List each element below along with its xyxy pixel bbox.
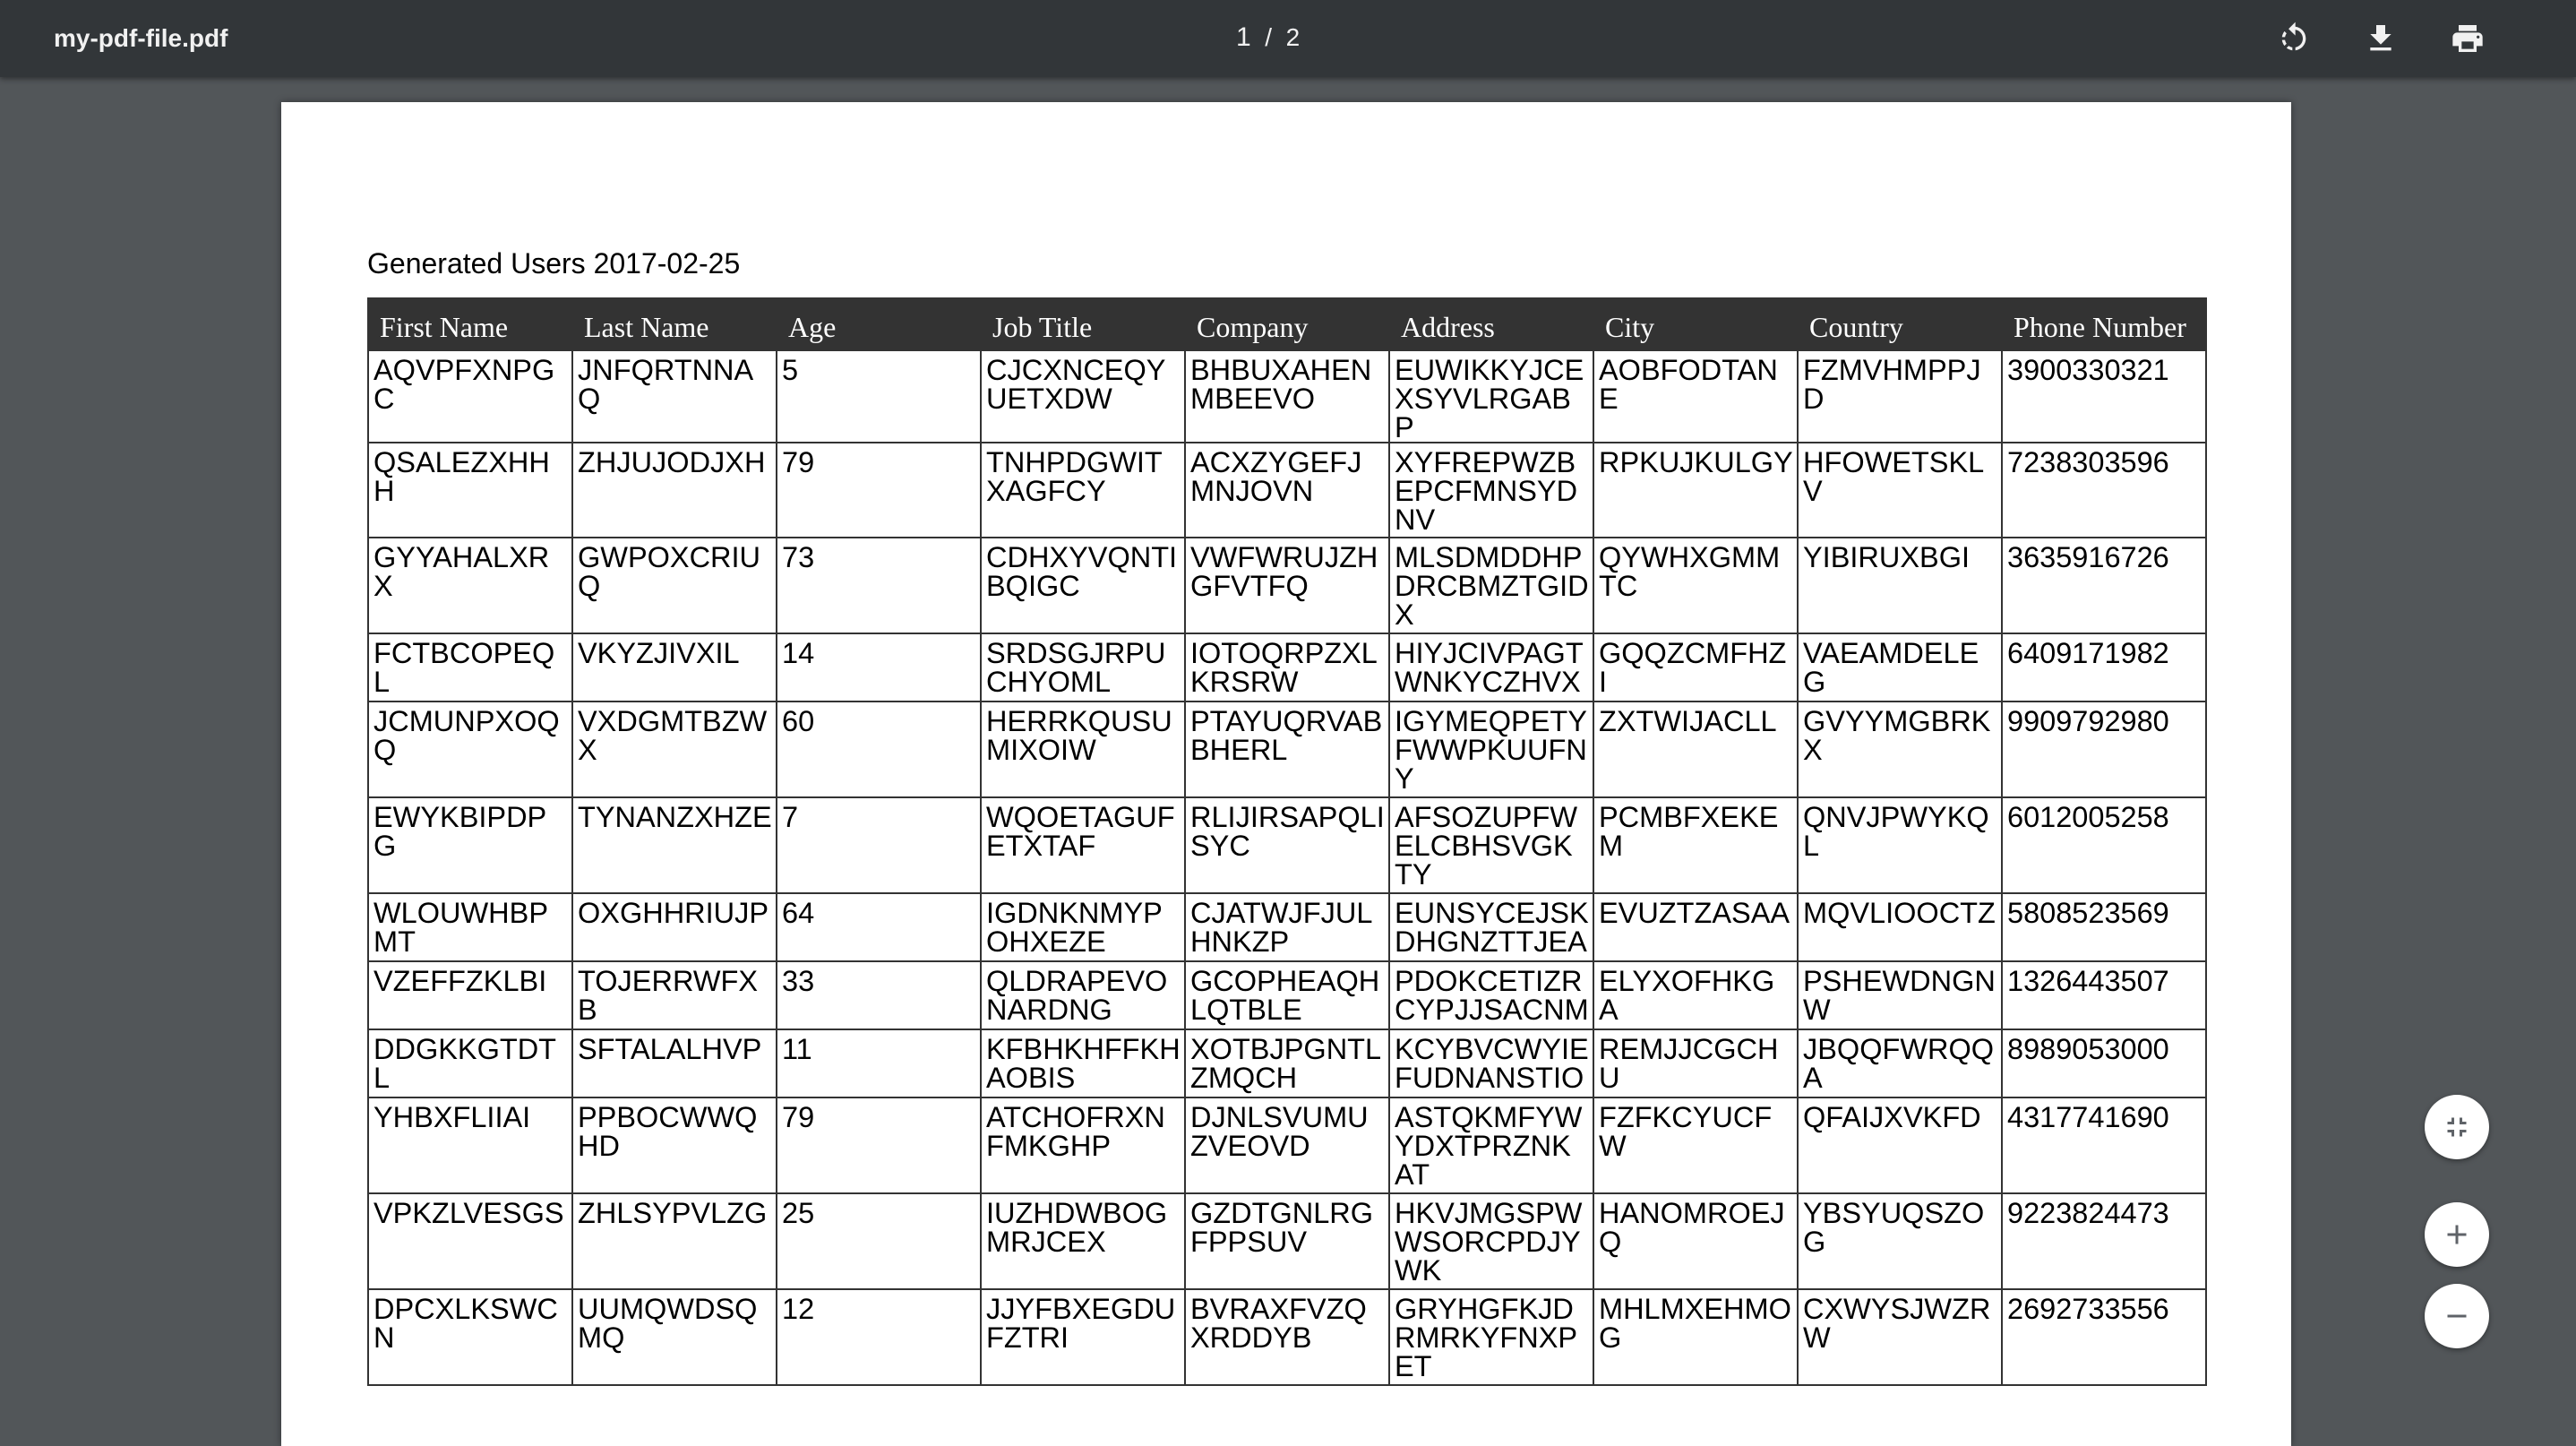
table-cell: ELYXOFHKGA (1593, 961, 1798, 1029)
table-cell: JJYFBXEGDUFZTRI (981, 1289, 1185, 1385)
column-header: City (1593, 298, 1798, 350)
table-cell: 14 (777, 633, 981, 701)
page-separator: / (1265, 23, 1273, 51)
table-cell: GRYHGFKJDRMRKYFNXPET (1389, 1289, 1593, 1385)
table-cell: GYYAHALXRX (368, 538, 572, 633)
table-cell: AQVPFXNPGC (368, 350, 572, 443)
table-cell: FZMVHMPPJD (1798, 350, 2002, 443)
column-header: Country (1798, 298, 2002, 350)
table-cell: EUNSYCEJSKDHGNZTTJEA (1389, 893, 1593, 961)
table-cell: 64 (777, 893, 981, 961)
table-cell: CDHXYVQNTIBQIGC (981, 538, 1185, 633)
table-cell: QLDRAPEVONARDNG (981, 961, 1185, 1029)
table-cell: SRDSGJRPUCHYOML (981, 633, 1185, 701)
table-cell: 60 (777, 701, 981, 797)
table-cell: ZXTWIJACLL (1593, 701, 1798, 797)
table-row (368, 1193, 2206, 1289)
rotate-icon (2276, 21, 2312, 56)
table-cell: ZHLSYPVLZG (572, 1193, 777, 1289)
table-cell: QSALEZXHHH (368, 443, 572, 538)
table-row (368, 538, 2206, 633)
table-cell: 79 (777, 443, 981, 538)
table-cell: WQOETAGUFETXTAF (981, 797, 1185, 893)
table-cell: AFSOZUPFWELCBHSVGKTY (1389, 797, 1593, 893)
table-cell: GWPOXCRIUQ (572, 538, 777, 633)
table-row (368, 633, 2206, 701)
column-header: Phone Number (2002, 298, 2206, 350)
column-header: Job Title (981, 298, 1185, 350)
table-cell: HERRKQUSUMIXOIW (981, 701, 1185, 797)
table-cell: EUWIKKYJCEXSYVLRGABP (1389, 350, 1593, 443)
table-cell: MLSDMDDHPDRCBMZTGIDX (1389, 538, 1593, 633)
zoom-out-icon (2441, 1300, 2473, 1332)
table-cell: TNHPDGWITXAGFCY (981, 443, 1185, 538)
table-cell: 12 (777, 1289, 981, 1385)
table-cell: 4317741690 (2002, 1097, 2206, 1193)
table-cell: 9909792980 (2002, 701, 2206, 797)
print-button[interactable] (2446, 17, 2489, 60)
table-cell: AOBFODTANE (1593, 350, 1798, 443)
table-cell: EVUZTZASAA (1593, 893, 1798, 961)
table-cell: YHBXFLIIAI (368, 1097, 572, 1193)
table-cell: 7238303596 (2002, 443, 2206, 538)
table-cell: PDOKCETIZRCYPJJSACNM (1389, 961, 1593, 1029)
table-cell: CJCXNCEQYUETXDW (981, 350, 1185, 443)
table-cell: QNVJPWYKQL (1798, 797, 2002, 893)
table-cell: EWYKBIPDPG (368, 797, 572, 893)
table-cell: 33 (777, 961, 981, 1029)
table-cell: 79 (777, 1097, 981, 1193)
table-cell: 2692733556 (2002, 1289, 2206, 1385)
fit-to-page-icon (2441, 1111, 2473, 1143)
table-cell: MHLMXEHMOG (1593, 1289, 1798, 1385)
current-page-input[interactable]: 1 (1236, 22, 1251, 52)
table-cell: GQQZCMFHZI (1593, 633, 1798, 701)
total-pages: 2 (1285, 23, 1301, 51)
table-row (368, 797, 2206, 893)
table-cell: RLIJIRSAPQLISYC (1185, 797, 1389, 893)
table-cell: CJATWJFJULHNKZP (1185, 893, 1389, 961)
table-cell: RPKUJKULGY (1593, 443, 1798, 538)
table-row (368, 1289, 2206, 1385)
print-icon (2450, 21, 2486, 56)
table-cell: MQVLIOOCTZ (1798, 893, 2002, 961)
table-cell: VWFWRUJZHGFVTFQ (1185, 538, 1389, 633)
table-cell: SFTALALHVP (572, 1029, 777, 1097)
table-cell: IGYMEQPETYFWWPKUUFNY (1389, 701, 1593, 797)
table-cell: IOTOQRPZXLKRSRW (1185, 633, 1389, 701)
table-cell: PTAYUQRVABBHERL (1185, 701, 1389, 797)
table-cell: BHBUXAHENMBEEVO (1185, 350, 1389, 443)
table-cell: ACXZYGEFJMNJOVN (1185, 443, 1389, 538)
download-button[interactable] (2359, 17, 2402, 60)
table-cell: 11 (777, 1029, 981, 1097)
table-cell: HANOMROEJQ (1593, 1193, 1798, 1289)
table-cell: ZHJUJODJXH (572, 443, 777, 538)
table-cell: 3635916726 (2002, 538, 2206, 633)
pdf-page (281, 102, 2291, 1446)
table-cell: IUZHDWBOGMRJCEX (981, 1193, 1185, 1289)
table-cell: ATCHOFRXNFMKGHP (981, 1097, 1185, 1193)
table-cell: 6012005258 (2002, 797, 2206, 893)
table-cell: JBQQFWRQQA (1798, 1029, 2002, 1097)
column-header: Age (777, 298, 981, 350)
rotate-button[interactable] (2272, 17, 2315, 60)
table-cell: DDGKKGTDTL (368, 1029, 572, 1097)
table-cell: DPCXLKSWCN (368, 1289, 572, 1385)
table-cell: 8989053000 (2002, 1029, 2206, 1097)
table-cell: VPKZLVESGS (368, 1193, 572, 1289)
table-cell: 5 (777, 350, 981, 443)
table-row (368, 893, 2206, 961)
table-cell: QYWHXGMMTC (1593, 538, 1798, 633)
table-cell: 5808523569 (2002, 893, 2206, 961)
table-cell: CXWYSJWZRW (1798, 1289, 2002, 1385)
table-cell: DJNLSVUMUZVEOVD (1185, 1097, 1389, 1193)
table-cell: ASTQKMFYWYDXTPRZNKAT (1389, 1097, 1593, 1193)
zoom-out-button[interactable] (2425, 1284, 2489, 1348)
zoom-in-icon (2441, 1218, 2473, 1251)
table-cell: 9223824473 (2002, 1193, 2206, 1289)
table-cell: VKYZJIVXIL (572, 633, 777, 701)
column-header: Address (1389, 298, 1593, 350)
table-cell: PSHEWDNGNW (1798, 961, 2002, 1029)
table-cell: GCOPHEAQHLQTBLE (1185, 961, 1389, 1029)
table-cell: JNFQRTNNAQ (572, 350, 777, 443)
column-header: First Name (368, 298, 572, 350)
table-cell: HFOWETSKLV (1798, 443, 2002, 538)
table-cell: 25 (777, 1193, 981, 1289)
table-cell: 3900330321 (2002, 350, 2206, 443)
table-row (368, 1029, 2206, 1097)
table-cell: UUMQWDSQMQ (572, 1289, 777, 1385)
table-cell: 7 (777, 797, 981, 893)
table-cell: OXGHHRIUJP (572, 893, 777, 961)
document-title: Generated Users 2017-02-25 (367, 247, 741, 280)
table-cell: YBSYUQSZOG (1798, 1193, 2002, 1289)
table-cell: FZFKCYUCFW (1593, 1097, 1798, 1193)
table-cell: VZEFFZKLBI (368, 961, 572, 1029)
table-cell: PPBOCWWQHD (572, 1097, 777, 1193)
file-name: my-pdf-file.pdf (54, 24, 228, 52)
table-row (368, 350, 2206, 443)
table-cell: BVRAXFVZQXRDDYB (1185, 1289, 1389, 1385)
table-cell: XYFREPWZBEPCFMNSYDNV (1389, 443, 1593, 538)
table-cell: WLOUWHBPMT (368, 893, 572, 961)
table-cell: TOJERRWFXB (572, 961, 777, 1029)
table-cell: PCMBFXEKEM (1593, 797, 1798, 893)
column-header: Last Name (572, 298, 777, 350)
table-cell: 6409171982 (2002, 633, 2206, 701)
table-cell: FCTBCOPEQL (368, 633, 572, 701)
table-cell: KCYBVCWYIEFUDNANSTIO (1389, 1029, 1593, 1097)
table-cell: GVYYMGBRKX (1798, 701, 2002, 797)
table-header-row (368, 298, 2206, 350)
table-cell: GZDTGNLRGFPPSUV (1185, 1193, 1389, 1289)
table-cell: QFAIJXVKFD (1798, 1097, 2002, 1193)
table-cell: HIYJCIVPAGTWNKYCZHVX (1389, 633, 1593, 701)
zoom-in-button[interactable] (2425, 1202, 2489, 1267)
fit-to-page-button[interactable] (2425, 1095, 2489, 1159)
page-counter (1236, 0, 1300, 75)
table-row (368, 443, 2206, 538)
download-icon (2363, 21, 2399, 56)
pdf-viewer-toolbar (0, 0, 2576, 77)
table-cell: KFBHKHFFKHAOBIS (981, 1029, 1185, 1097)
users-table (367, 297, 2207, 1386)
table-cell: 73 (777, 538, 981, 633)
table-cell: TYNANZXHZE (572, 797, 777, 893)
table-row (368, 701, 2206, 797)
table-row (368, 1097, 2206, 1193)
table-cell: XOTBJPGNTLZMQCH (1185, 1029, 1389, 1097)
table-cell: 1326443507 (2002, 961, 2206, 1029)
table-cell: YIBIRUXBGI (1798, 538, 2002, 633)
column-header: Company (1185, 298, 1389, 350)
table-row (368, 961, 2206, 1029)
table-cell: HKVJMGSPWWSORCPDJYWK (1389, 1193, 1593, 1289)
table-cell: VAEAMDELEG (1798, 633, 2002, 701)
table-cell: VXDGMTBZWX (572, 701, 777, 797)
table-cell: IGDNKNMYPOHXEZE (981, 893, 1185, 961)
table-cell: JCMUNPXOQQ (368, 701, 572, 797)
table-cell: REMJJCGCHU (1593, 1029, 1798, 1097)
